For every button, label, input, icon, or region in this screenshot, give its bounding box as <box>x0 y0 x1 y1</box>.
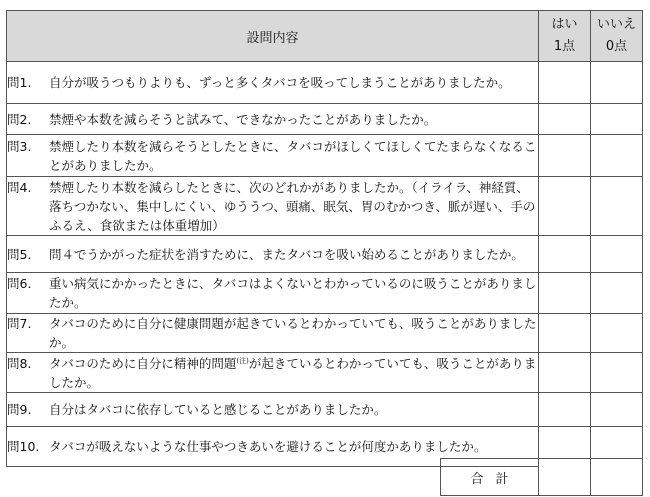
question-number: 問7. <box>7 316 32 331</box>
questionnaire <box>6 10 643 467</box>
yes-answer-cell[interactable] <box>539 353 591 393</box>
table-row <box>7 273 643 314</box>
question-number: 問5. <box>7 246 32 262</box>
question-text: 禁煙したり本数を減らしたときに、次のどれかがありましたか。（イライラ、神経質、落ちつかない、集中しにくい、ゆううつ、頭痛、眠気、胃のむかつき、脈が遅い、手のふるえ、食欲または体重増加） <box>49 179 536 233</box>
question-cell <box>7 62 539 104</box>
table-row <box>7 353 643 393</box>
header-no-label: いいえ <box>596 17 636 32</box>
question-text: 自分はタバコに依存していると感じることがありましたか。 <box>49 402 387 417</box>
no-answer-cell[interactable] <box>591 177 643 236</box>
no-answer-cell[interactable] <box>591 104 643 135</box>
yes-answer-cell[interactable] <box>539 62 591 104</box>
question-cell <box>7 177 539 236</box>
question-number: 問2. <box>7 111 32 127</box>
question-text <box>49 354 538 392</box>
header-no-points: 0点 <box>605 39 628 54</box>
question-number: 問9. <box>7 402 32 417</box>
footnote-marker: (注) <box>236 356 249 365</box>
total-row <box>441 459 643 496</box>
header-content-label: 設問内容 <box>7 11 539 62</box>
header-yes <box>539 11 591 62</box>
yes-answer-cell[interactable] <box>539 314 591 353</box>
yes-answer-cell[interactable] <box>539 393 591 427</box>
question-text-part: が起きているとわかっていても、吸うことがありましたか。 <box>49 355 537 390</box>
question-cell <box>7 135 539 177</box>
question-text: 自分が吸うつもりよりも、ずっと多くタバコを吸ってしまうことがありましたか。 <box>49 75 511 90</box>
header-no <box>591 11 643 62</box>
question-cell <box>7 273 539 314</box>
table-row <box>7 314 643 353</box>
question-cell <box>7 393 539 427</box>
yes-answer-cell[interactable] <box>539 135 591 177</box>
question-cell <box>7 314 539 353</box>
header-row <box>7 11 643 62</box>
question-number: 問4. <box>7 179 32 195</box>
no-answer-cell[interactable] <box>591 393 643 427</box>
yes-answer-cell[interactable] <box>539 104 591 135</box>
question-text: タバコのために自分に健康問題が起きているとわかっていても、吸うことがありましたか。 <box>49 316 537 350</box>
header-yes-points: 1点 <box>553 39 576 54</box>
question-cell <box>7 104 539 135</box>
question-number: 問8. <box>7 355 32 371</box>
table-row <box>7 104 643 135</box>
total-no-cell[interactable] <box>591 459 643 496</box>
no-answer-cell[interactable] <box>591 353 643 393</box>
total-table <box>440 458 643 496</box>
no-answer-cell[interactable] <box>591 273 643 314</box>
question-text: 重い病気にかかったときに、タバコはよくないとわかっているのに吸うことがありましたか。 <box>49 276 537 310</box>
table-row <box>7 236 643 273</box>
no-answer-cell[interactable] <box>591 314 643 353</box>
question-number: 問6. <box>7 276 32 291</box>
question-text: 禁煙や本数を減らそうと試みて、できなかったことがありましたか。 <box>49 111 437 127</box>
table-row <box>7 393 643 427</box>
question-cell <box>7 353 539 393</box>
table-row <box>7 62 643 104</box>
question-text: 禁煙したり本数を減らそうとしたときに、タバコがほしくてほしくてたまらなくなることがありましたか。 <box>49 138 537 173</box>
question-text: タバコが吸えないような仕事やつきあいを避けることが何度かありましたか。 <box>49 439 487 454</box>
yes-answer-cell[interactable] <box>539 236 591 273</box>
question-number: 問1. <box>7 75 32 90</box>
header-yes-label: はい <box>551 17 578 32</box>
question-text-part: タバコのために自分に精神的問題 <box>49 355 237 371</box>
question-text: 問４でうかがった症状を消すために、またタバコを吸い始めることがありましたか。 <box>49 246 524 262</box>
question-number: 問3. <box>7 138 32 154</box>
yes-answer-cell[interactable] <box>539 177 591 236</box>
table-row <box>7 135 643 177</box>
question-table <box>6 10 643 467</box>
table-row <box>7 177 643 236</box>
total-yes-cell[interactable] <box>539 459 591 496</box>
no-answer-cell[interactable] <box>591 236 643 273</box>
question-cell <box>7 236 539 273</box>
yes-answer-cell[interactable] <box>539 273 591 314</box>
question-number: 問10. <box>7 439 40 454</box>
no-answer-cell[interactable] <box>591 62 643 104</box>
total-label: 合計 <box>441 459 539 496</box>
no-answer-cell[interactable] <box>591 135 643 177</box>
